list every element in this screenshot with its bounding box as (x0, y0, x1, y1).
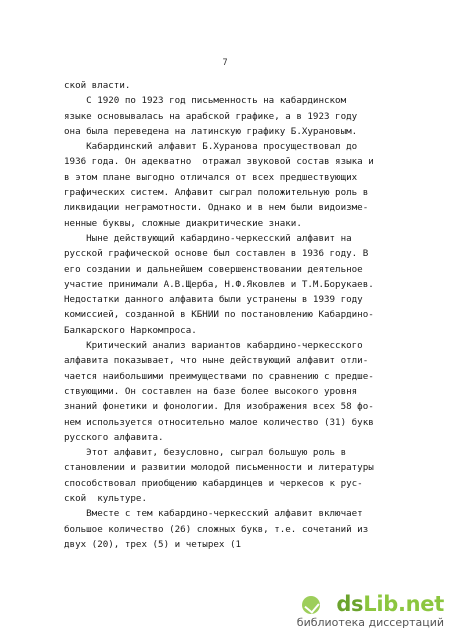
text-line: Кабардинский алфавит Б.Хуранова просуществовал до (64, 141, 358, 153)
text-line: русского алфавита. (64, 431, 164, 443)
text-line: графических систем. Алфавит сыграл положительную роль в (64, 187, 369, 199)
text-line: ствующими. Он составлен на базе более высокого уровня (64, 385, 358, 397)
text-line: Ныне действующий кабардино-черкесский алфавит на (64, 232, 352, 244)
text-line: знаний фонетики и фонологии. Для изображения всех 58 фо- (64, 401, 374, 413)
text-line: 1936 года. Он адекватно отражал звуковой состав языка и (64, 156, 374, 168)
text-line: двух (20), трех (5) и четырех (1 (64, 538, 242, 550)
watermark-caption: библиотека диссертаций (296, 616, 444, 629)
text-line: она была переведена на латинскую графику Б.Хурановым. (64, 125, 358, 137)
text-line: Балкарского Наркомпроса. (64, 324, 197, 336)
checkmark-icon (302, 596, 320, 614)
body-text (64, 78, 419, 552)
text-line: в этом плане выгодно отличался от всех предшествующих (64, 171, 358, 183)
text-line: русской графической основе был составлен в 1936 году. В (64, 248, 369, 260)
text-line: С 1920 по 1923 год письменность на кабардинском (64, 95, 347, 107)
text-line: Недостатки данного алфавита были устранены в 1939 году (64, 294, 363, 306)
text-line: Вместе с тем кабардино-черкесский алфавит включает (64, 508, 363, 520)
page-number: 7 (222, 58, 228, 68)
dslib-watermark[interactable] (296, 592, 444, 632)
text-line: большое количество (26) сложных букв, т.е. сочетаний из (64, 523, 369, 535)
text-line: нем используется относительно малое количество (31) букв (64, 416, 374, 428)
text-line: чается наибольшими преимуществами по сравнению с предше- (64, 370, 374, 382)
text-line: ской власти. (64, 80, 131, 91)
text-line: алфавита показывает, что ныне действующий алфавит отли- (64, 355, 369, 367)
text-line: комиссией, созданной в КБНИИ по постановлению Кабардино- (64, 309, 374, 321)
text-line: ликвидации неграмотности. Однако и в нем были видоизме- (64, 202, 369, 214)
text-line: способствовал приобщению кабардинцев и черкесов к рус- (64, 477, 363, 489)
text-line: Критический анализ вариантов кабардино-черкесского (64, 340, 363, 352)
text-line: ненные буквы, сложные диакритические знаки. (64, 217, 302, 229)
text-line: языке основывалась на арабской графике, а в 1923 году (64, 110, 358, 122)
text-line: участие принимали А.В.Щерба, Н.Ф.Яковлев и Т.М.Борукаев. (64, 278, 374, 290)
text-line: становлении и развитии молодой письменности и литературы (64, 462, 374, 474)
text-line: Этот алфавит, безусловно, сыграл большую роль в (64, 447, 347, 459)
text-line: ской культуре. (64, 493, 147, 505)
watermark-logo: dsLib.net (336, 592, 444, 616)
text-line: его создании и дальнейшем совершенствовании деятельное (64, 263, 363, 275)
